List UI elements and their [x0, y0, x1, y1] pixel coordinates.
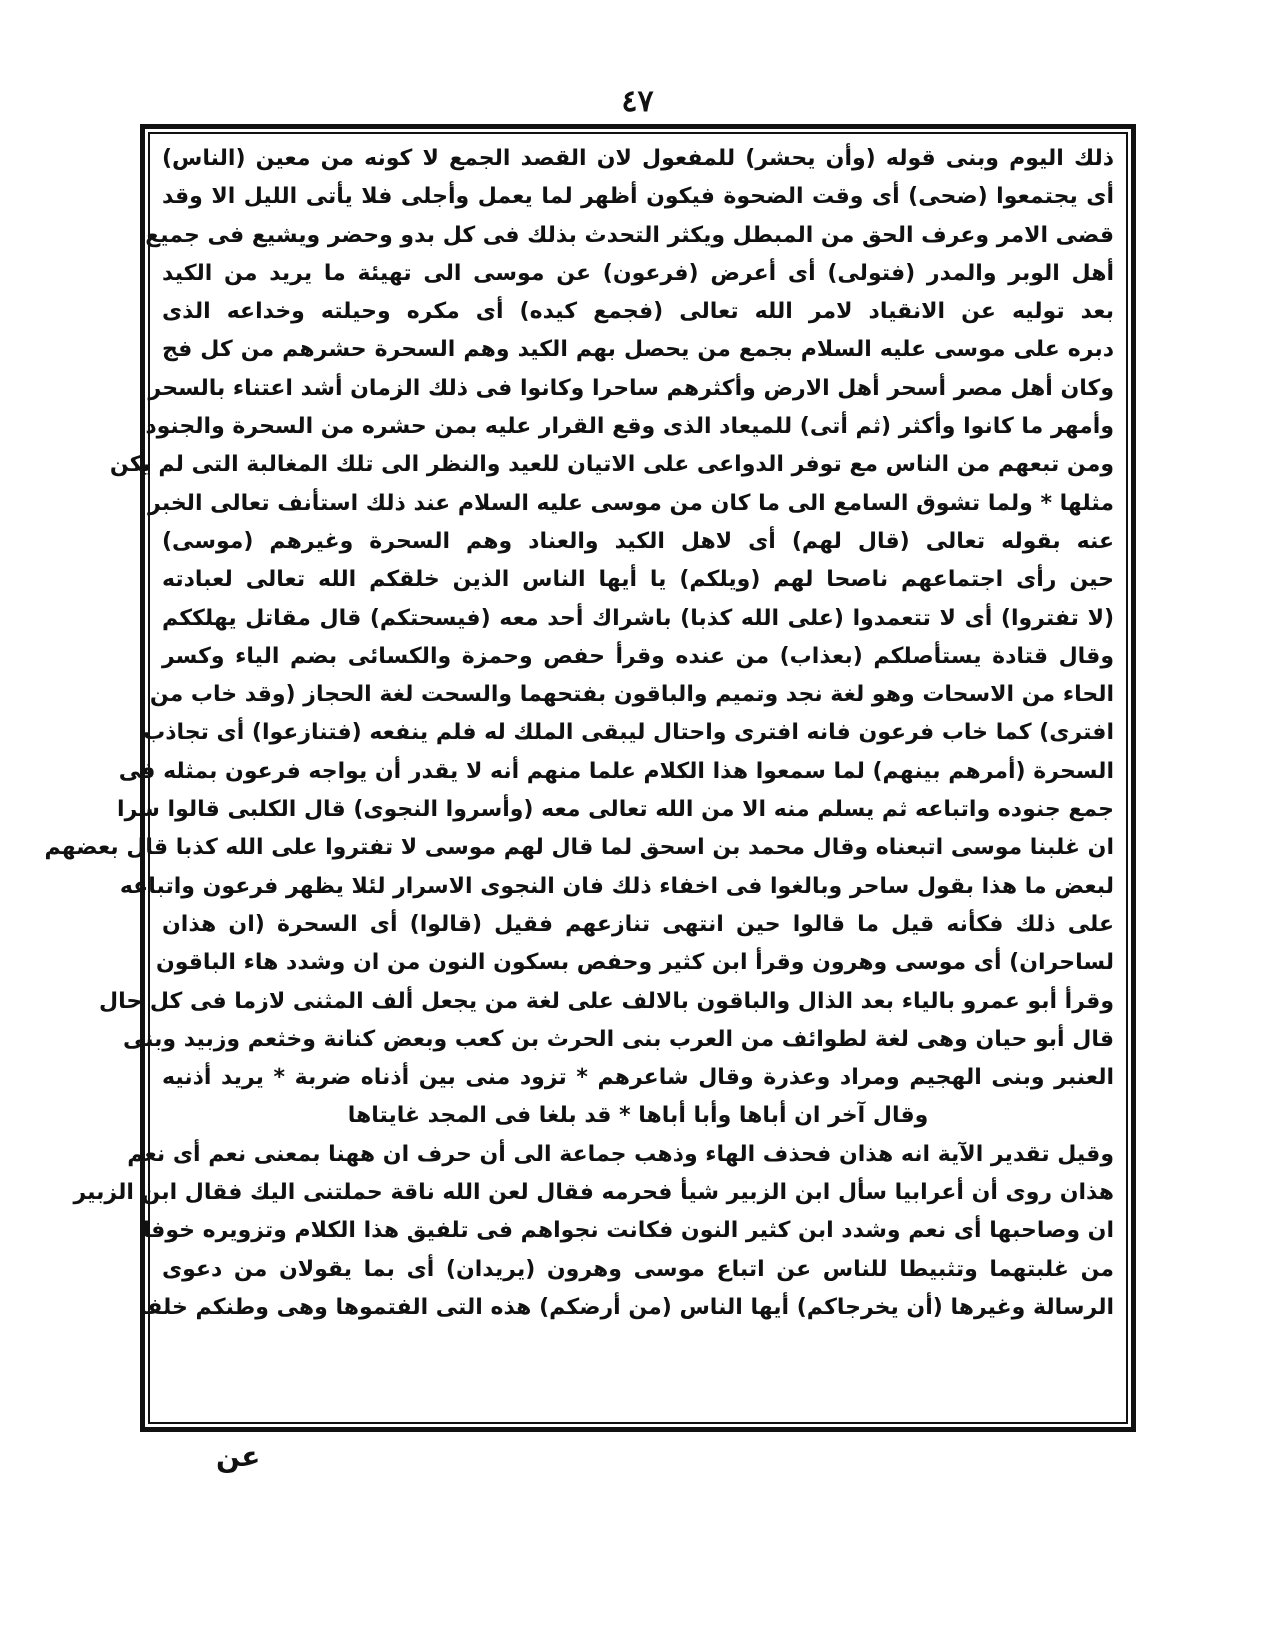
- text-line: وأمهر ما كانوا وأكثر (ثم أتى) للميعاد الذى وقع القرار عليه بمن حشره من السحرة والجنود: [145, 414, 1114, 440]
- text-line: ان غلبنا موسى اتبعناه وقال محمد بن اسحق لما قال لهم موسى لا تفتروا على الله كذبا قال بعضهم: [44, 835, 1114, 861]
- text-line: ان وصاحبها أى نعم وشدد ابن كثير النون فكانت نجواهم فى تلفيق هذا الكلام وتزويره خوفا: [142, 1218, 1114, 1244]
- text-line: من غلبتهما وتثبيطا للناس عن اتباع موسى وهرون (يريدان) أى بما يقولان من دعوى: [162, 1256, 1114, 1282]
- text-line: وقيل تقدير الآية انه هذان فحذف الهاء وذهب جماعة الى أن حرف ان ههنا بمعنى نعم أى نعم: [127, 1141, 1114, 1167]
- text-line: أهل الوبر والمدر (فتولى) أى أعرض (فرعون) عن موسى الى تهيئة ما يريد من الكيد: [162, 260, 1114, 286]
- text-line: على ذلك فكأنه قيل ما قالوا حين انتهى تنازعهم فقيل (قالوا) أى السحرة (ان هذان: [162, 911, 1114, 937]
- text-line: وقال قتادة يستأصلكم (بعذاب) من عنده وقرأ حفص وحمزة والكسائى بضم الياء وكسر: [162, 643, 1114, 669]
- text-line: حين رأى اجتماعهم ناصحا لهم (ويلكم) يا أيها الناس الذين خلقكم الله تعالى لعبادته: [162, 567, 1114, 593]
- page-number: ٤٧: [621, 84, 654, 119]
- main-text-block: [44, 140, 1114, 1416]
- text-line: افترى) كما خاب فرعون فانه افترى واحتال ليبقى الملك له فلم ينفعه (فتنازعوا) أى تجاذب: [143, 720, 1114, 746]
- text-line: أى يجتمعوا (ضحى) أى وقت الضحوة فيكون أظهر لما يعمل وأجلى فلا يأتى الليل الا وقد: [162, 184, 1114, 210]
- text-line: (لا تفتروا) أى لا تتعمدوا (على الله كذبا) باشراك أحد معه (فيسحتكم) قال مقاتل يهلككم: [162, 605, 1114, 631]
- text-line: وقرأ أبو عمرو بالياء بعد الذال والباقون بالالف على لغة من يجعل ألف المثنى لازما فى كل حال: [99, 988, 1114, 1014]
- text-line: الحاء من الاسحات وهو لغة نجد وتميم والباقون بفتحهما والسحت لغة الحجاز (وقد خاب من: [149, 682, 1114, 708]
- text-line: قال أبو حيان وهى لغة لطوائف من العرب بنى الحرث بن كعب وبعض كنانة وخثعم وزبيد وبنى: [122, 1026, 1114, 1052]
- text-line: عنه بقوله تعالى (قال لهم) أى لاهل الكيد والعناد وهم السحرة وغيرهم (موسى): [162, 528, 1114, 554]
- text-line: قضى الامر وعرف الحق من المبطل ويكثر التحدث بذلك فى كل بدو وحضر ويشيع فى جميع: [145, 222, 1114, 248]
- text-line: لبعض ما هذا بقول ساحر وبالغوا فى اخفاء ذلك فان النجوى الاسرار لئلا يظهر فرعون واتباعه: [119, 873, 1114, 899]
- text-line: ومن تبعهم من الناس مع توفر الدواعى على الاتيان للعيد والنظر الى تلك المغالبة التى لم يكن: [109, 452, 1114, 478]
- text-line: وكان أهل مصر أسحر أهل الارض وأكثرهم ساحرا وكانوا فى ذلك الزمان أشد اعتناء بالسحر: [148, 375, 1114, 401]
- poem-verse-line: وقال آخر ان أباها وأبا أباها * قد بلغا فى المجد غايتاها: [347, 1103, 929, 1129]
- text-line: دبره على موسى عليه السلام بجمع من يحصل بهم الكيد وهم السحرة حشرهم من كل فج: [162, 337, 1114, 363]
- text-line: السحرة (أمرهم بينهم) لما سمعوا هذا الكلام علما منهم أنه لا يقدر أن يواجه فرعون بمثله فى: [118, 758, 1114, 784]
- text-line: جمع جنوده واتباعه ثم يسلم منه الا من الله تعالى معه (وأسروا النجوى) قال الكلبى قالوا سرا: [117, 797, 1114, 823]
- catchword: عن: [216, 1440, 261, 1473]
- text-line: ذلك اليوم وبنى قوله (وأن يحشر) للمفعول لان القصد الجمع لا كونه من معين (الناس): [162, 146, 1114, 171]
- text-line: الرسالة وغيرها (أن يخرجاكم) أيها الناس (من أرضكم) هذه التى الفتموها وهى وطنكم خلفا: [138, 1294, 1114, 1320]
- text-line: هذان روى أن أعرابيا سأل ابن الزبير شيأ فحرمه فقال لعن الله ناقة حملتنى اليك فقال ابن الزبير: [73, 1180, 1114, 1206]
- text-line: لساحران) أى موسى وهرون وقرأ ابن كثير وحفص بسكون النون من ان وشدد هاء الباقون: [155, 950, 1114, 976]
- text-line: بعد توليه عن الانقياد لامر الله تعالى (فجمع كيده) أى مكره وحيلته وخداعه الذى: [162, 299, 1114, 325]
- text-line: مثلها * ولما تشوق السامع الى ما كان من موسى عليه السلام عند ذلك استأنف تعالى الخبر: [148, 490, 1114, 516]
- text-line: العنبر وبنى الهجيم ومراد وعذرة وقال شاعرهم * تزود منى بين أذناه ضربة * يريد أذنيه: [162, 1065, 1114, 1091]
